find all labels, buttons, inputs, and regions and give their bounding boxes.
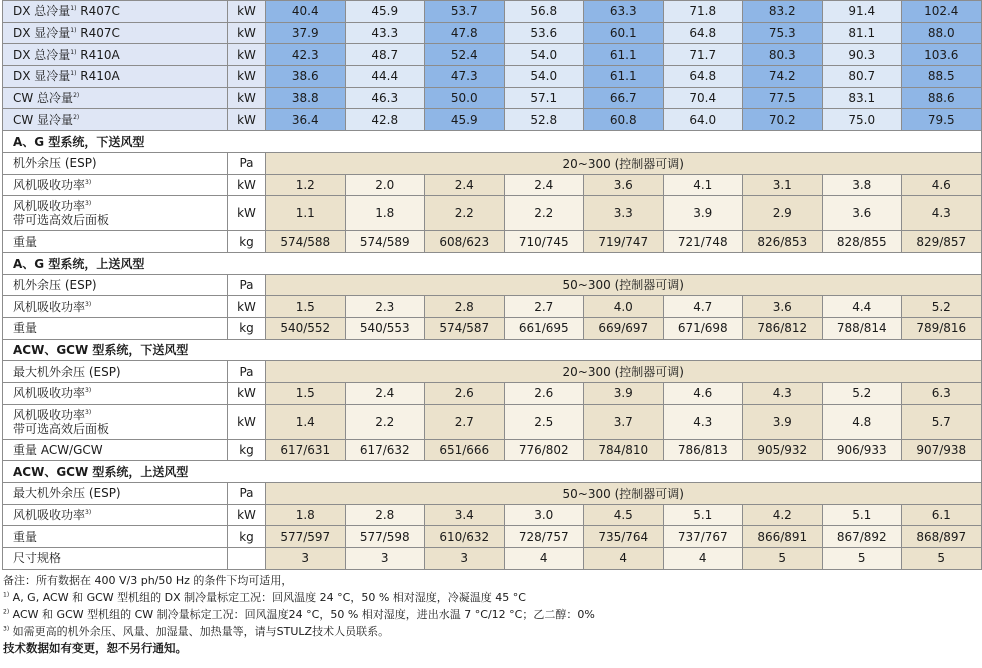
row-label-text: 重量 ACW/GCW: [13, 443, 103, 458]
unit-cell: kg: [228, 231, 266, 253]
row-label: [3, 383, 228, 405]
value-cell: 64.8: [663, 66, 743, 88]
value-cell: 2.7: [504, 296, 584, 318]
value-cell: 2.5: [504, 404, 584, 439]
footnote-mark: 3): [85, 300, 92, 308]
row-label: [3, 87, 228, 109]
footnote-mark: 3): [85, 178, 92, 186]
value-cell: 710/745: [504, 231, 584, 253]
row-label-text: 风机吸收功率: [13, 386, 86, 401]
value-cell: 50.0: [425, 87, 505, 109]
value-cell: 1.8: [345, 196, 425, 231]
unit-cell: kW: [228, 1, 266, 23]
value-cell: 669/697: [584, 317, 664, 339]
footnote-mark: 2): [73, 113, 80, 121]
value-cell: 617/632: [345, 439, 425, 461]
row-label: [3, 361, 228, 383]
value-cell: 574/588: [266, 231, 346, 253]
value-cell: 540/553: [345, 317, 425, 339]
value-cell: 2.7: [425, 404, 505, 439]
value-cell: 5: [822, 548, 902, 570]
value-cell: 48.7: [345, 44, 425, 66]
value-cell: 789/816: [902, 317, 982, 339]
row-label-text: 风机吸收功率: [13, 508, 86, 523]
value-cell: 2.3: [345, 296, 425, 318]
value-cell: 66.7: [584, 87, 664, 109]
value-cell: 828/855: [822, 231, 902, 253]
value-cell: 47.3: [425, 66, 505, 88]
value-cell: 37.9: [266, 22, 346, 44]
table-row: [3, 526, 982, 548]
row-label: [3, 526, 228, 548]
table-row: [3, 483, 982, 505]
value-cell: 80.3: [743, 44, 823, 66]
specification-table: [2, 0, 982, 570]
section-header-row: [3, 339, 982, 361]
footnote-1: $^{1)}$ A, G, ACW 和 GCW 型机组的 DX 制冷量标定工况：回风温度 24 °C，50 % 相对湿度，冷凝温度 45 °C: [3, 591, 526, 604]
value-cell: 2.2: [425, 196, 505, 231]
value-cell: 788/814: [822, 317, 902, 339]
value-cell: 83.1: [822, 87, 902, 109]
unit-cell: kW: [228, 404, 266, 439]
section-header-row: [3, 461, 982, 483]
value-cell: 64.8: [663, 22, 743, 44]
unit-cell: kW: [228, 174, 266, 196]
footnote-3: $^{3)}$ 如需更高的机外余压、风量、加湿量、加热量等，请与STULZ技术人员联系。: [3, 625, 390, 638]
value-cell: 61.1: [584, 44, 664, 66]
value-cell: 617/631: [266, 439, 346, 461]
section-title: A、G 型系统，下送风型: [3, 131, 982, 153]
row-label-text: CW 总冷量: [13, 91, 74, 106]
value-cell: 574/587: [425, 317, 505, 339]
footnote-mark: 1): [70, 5, 77, 13]
unit-cell: Pa: [228, 274, 266, 296]
value-cell: 80.7: [822, 66, 902, 88]
footnote-mark: 1): [70, 27, 77, 35]
value-cell: 70.4: [663, 87, 743, 109]
footnote-mark: 1): [70, 70, 77, 78]
row-label: [3, 109, 228, 131]
value-cell: 3.7: [584, 404, 664, 439]
value-cell: 54.0: [504, 66, 584, 88]
range-cell: 50~300 (控制器可调): [266, 274, 982, 296]
row-label-text: CW 显冷量: [13, 112, 74, 127]
section-title: A、G 型系统，上送风型: [3, 252, 982, 274]
value-cell: 70.2: [743, 109, 823, 131]
value-cell: 45.9: [345, 1, 425, 23]
value-cell: 1.5: [266, 383, 346, 405]
row-label-text: DX 显冷量: [13, 69, 71, 84]
footnote-mark: 2): [73, 92, 80, 100]
value-cell: 88.0: [902, 22, 982, 44]
value-cell: 38.8: [266, 87, 346, 109]
value-cell: 2.9: [743, 196, 823, 231]
value-cell: 1.5: [266, 296, 346, 318]
value-cell: 46.3: [345, 87, 425, 109]
row-label-text: 风机吸收功率: [13, 299, 86, 314]
unit-cell: kW: [228, 196, 266, 231]
value-cell: 4.4: [822, 296, 902, 318]
value-cell: 786/813: [663, 439, 743, 461]
unit-cell: Pa: [228, 361, 266, 383]
refrigerant-label: R407C: [76, 26, 120, 41]
value-cell: 1.1: [266, 196, 346, 231]
row-label: [3, 231, 228, 253]
value-cell: 75.0: [822, 109, 902, 131]
value-cell: 5.2: [822, 383, 902, 405]
value-cell: 5: [902, 548, 982, 570]
value-cell: 83.2: [743, 1, 823, 23]
value-cell: 4.3: [663, 404, 743, 439]
value-cell: 81.1: [822, 22, 902, 44]
unit-cell: kW: [228, 66, 266, 88]
value-cell: 4.6: [663, 383, 743, 405]
value-cell: 3.4: [425, 504, 505, 526]
unit-cell: kW: [228, 504, 266, 526]
value-cell: 826/853: [743, 231, 823, 253]
unit-cell: kg: [228, 526, 266, 548]
value-cell: 40.4: [266, 1, 346, 23]
row-label-text: 风机吸收功率: [13, 199, 86, 214]
value-cell: 57.1: [504, 87, 584, 109]
value-cell: 88.5: [902, 66, 982, 88]
value-cell: 6.1: [902, 504, 982, 526]
footnote-2: $^{2)}$ ACW 和 GCW 型机组的 CW 制冷量标定工况：回风温度24 °C，50 % 相对湿度，进出水温 7 °C/12 °C；乙二醇：0%: [3, 608, 595, 621]
row-label: [3, 152, 228, 174]
row-label: [3, 504, 228, 526]
value-cell: 4.3: [902, 196, 982, 231]
row-label: [3, 44, 228, 66]
table-row: [3, 548, 982, 570]
table-row: [3, 152, 982, 174]
row-label: [3, 483, 228, 505]
value-cell: 4.8: [822, 404, 902, 439]
value-cell: 3.3: [584, 196, 664, 231]
table-row: [3, 504, 982, 526]
value-cell: 866/891: [743, 526, 823, 548]
value-cell: 56.8: [504, 1, 584, 23]
value-cell: 60.8: [584, 109, 664, 131]
value-cell: 4.1: [663, 174, 743, 196]
value-cell: 3: [425, 548, 505, 570]
table-row: [3, 22, 982, 44]
value-cell: 2.6: [425, 383, 505, 405]
row-label: [3, 439, 228, 461]
refrigerant-label: R410A: [76, 69, 120, 84]
table-row: [3, 317, 982, 339]
footnote-mark: 3): [85, 509, 92, 517]
unit-cell: kW: [228, 109, 266, 131]
value-cell: 4.0: [584, 296, 664, 318]
value-cell: 3.0: [504, 504, 584, 526]
value-cell: 2.4: [345, 383, 425, 405]
row-label-text: DX 总冷量: [13, 47, 71, 62]
value-cell: 2.2: [345, 404, 425, 439]
table-row: [3, 196, 982, 231]
row-label-text: 风机吸收功率: [13, 177, 86, 192]
table-row: [3, 439, 982, 461]
value-cell: 63.3: [584, 1, 664, 23]
value-cell: 103.6: [902, 44, 982, 66]
value-cell: 90.3: [822, 44, 902, 66]
row-label-text: 最大机外余压 (ESP): [13, 486, 121, 501]
value-cell: 3: [266, 548, 346, 570]
value-cell: 1.2: [266, 174, 346, 196]
value-cell: 737/767: [663, 526, 743, 548]
row-label-text: 尺寸规格: [13, 551, 62, 566]
table-row: [3, 274, 982, 296]
table-row: [3, 87, 982, 109]
value-cell: 91.4: [822, 1, 902, 23]
row-label-text: DX 显冷量: [13, 26, 71, 41]
value-cell: 71.7: [663, 44, 743, 66]
range-cell: 20~300 (控制器可调): [266, 361, 982, 383]
row-label-text: DX 总冷量: [13, 4, 71, 19]
value-cell: 3.1: [743, 174, 823, 196]
table-row: [3, 44, 982, 66]
value-cell: 4.2: [743, 504, 823, 526]
value-cell: 3.6: [822, 196, 902, 231]
value-cell: 54.0: [504, 44, 584, 66]
section-header-row: [3, 252, 982, 274]
refrigerant-label: R407C: [76, 4, 120, 19]
value-cell: 43.3: [345, 22, 425, 44]
value-cell: 671/698: [663, 317, 743, 339]
row-label: [3, 1, 228, 23]
value-cell: 2.8: [425, 296, 505, 318]
value-cell: 60.1: [584, 22, 664, 44]
value-cell: 4: [584, 548, 664, 570]
value-cell: 64.0: [663, 109, 743, 131]
value-cell: 5.2: [902, 296, 982, 318]
value-cell: 3.8: [822, 174, 902, 196]
section-header-row: [3, 131, 982, 153]
footnote-mark: 3): [85, 408, 92, 416]
value-cell: 784/810: [584, 439, 664, 461]
value-cell: 42.8: [345, 109, 425, 131]
disclaimer: 技术数据如有变更，恕不另行通知。: [3, 641, 187, 655]
value-cell: 5: [743, 548, 823, 570]
range-cell: 50~300 (控制器可调): [266, 483, 982, 505]
unit-cell: kW: [228, 383, 266, 405]
value-cell: 735/764: [584, 526, 664, 548]
value-cell: 4: [663, 548, 743, 570]
row-label-text: 最大机外余压 (ESP): [13, 364, 121, 379]
value-cell: 74.2: [743, 66, 823, 88]
value-cell: 45.9: [425, 109, 505, 131]
unit-cell: kW: [228, 22, 266, 44]
row-label: [3, 317, 228, 339]
value-cell: 4.3: [743, 383, 823, 405]
row-label-text: 重量: [13, 321, 38, 336]
value-cell: 52.8: [504, 109, 584, 131]
value-cell: 79.5: [902, 109, 982, 131]
value-cell: 577/598: [345, 526, 425, 548]
value-cell: 3.9: [743, 404, 823, 439]
unit-cell: kg: [228, 317, 266, 339]
row-label-text: 重量: [13, 529, 38, 544]
value-cell: 4.5: [584, 504, 664, 526]
section-title: ACW、GCW 型系统，下送风型: [3, 339, 982, 361]
value-cell: 2.4: [504, 174, 584, 196]
value-cell: 102.4: [902, 1, 982, 23]
value-cell: 577/597: [266, 526, 346, 548]
value-cell: 540/552: [266, 317, 346, 339]
unit-cell: kW: [228, 87, 266, 109]
value-cell: 3.6: [743, 296, 823, 318]
value-cell: 38.6: [266, 66, 346, 88]
row-label: [3, 548, 228, 570]
value-cell: 61.1: [584, 66, 664, 88]
value-cell: 3.9: [663, 196, 743, 231]
value-cell: 6.3: [902, 383, 982, 405]
row-label-line2: 带可选高效后面板: [13, 421, 110, 436]
value-cell: 2.0: [345, 174, 425, 196]
unit-cell: kg: [228, 439, 266, 461]
row-label: [3, 196, 228, 231]
value-cell: 4.7: [663, 296, 743, 318]
row-label-line2: 带可选高效后面板: [13, 213, 110, 228]
table-row: [3, 383, 982, 405]
row-label-text: 机外余压 (ESP): [13, 156, 97, 171]
value-cell: 3: [345, 548, 425, 570]
unit-cell: [228, 548, 266, 570]
row-label: [3, 174, 228, 196]
value-cell: 719/747: [584, 231, 664, 253]
footnote-mark: 3): [85, 200, 92, 208]
value-cell: 1.4: [266, 404, 346, 439]
table-row: [3, 109, 982, 131]
table-row: [3, 404, 982, 439]
footnote-mark: 1): [70, 48, 77, 56]
footnote-mark: 3): [85, 387, 92, 395]
row-label-text: 风机吸收功率: [13, 407, 86, 422]
value-cell: 5.1: [663, 504, 743, 526]
value-cell: 610/632: [425, 526, 505, 548]
value-cell: 906/933: [822, 439, 902, 461]
value-cell: 77.5: [743, 87, 823, 109]
value-cell: 88.6: [902, 87, 982, 109]
remark-note: 备注：所有数据在 400 V/3 ph/50 Hz 的条件下均可适用，: [3, 574, 293, 587]
row-label-text: 机外余压 (ESP): [13, 277, 97, 292]
value-cell: 36.4: [266, 109, 346, 131]
value-cell: 608/623: [425, 231, 505, 253]
footnotes: [3, 572, 595, 657]
value-cell: 71.8: [663, 1, 743, 23]
value-cell: 3.9: [584, 383, 664, 405]
row-label: [3, 274, 228, 296]
table-row: [3, 361, 982, 383]
value-cell: 728/757: [504, 526, 584, 548]
value-cell: 47.8: [425, 22, 505, 44]
row-label: [3, 66, 228, 88]
table-row: [3, 174, 982, 196]
value-cell: 2.6: [504, 383, 584, 405]
unit-cell: kW: [228, 296, 266, 318]
value-cell: 574/589: [345, 231, 425, 253]
value-cell: 2.4: [425, 174, 505, 196]
table-row: [3, 231, 982, 253]
value-cell: 53.7: [425, 1, 505, 23]
row-label: [3, 22, 228, 44]
value-cell: 5.1: [822, 504, 902, 526]
refrigerant-label: R410A: [76, 47, 120, 62]
row-label-text: 重量: [13, 234, 38, 249]
value-cell: 867/892: [822, 526, 902, 548]
range-cell: 20~300 (控制器可调): [266, 152, 982, 174]
row-label: [3, 404, 228, 439]
value-cell: 1.8: [266, 504, 346, 526]
value-cell: 829/857: [902, 231, 982, 253]
section-title: ACW、GCW 型系统，上送风型: [3, 461, 982, 483]
value-cell: 4: [504, 548, 584, 570]
unit-cell: Pa: [228, 152, 266, 174]
value-cell: 786/812: [743, 317, 823, 339]
value-cell: 907/938: [902, 439, 982, 461]
table-row: [3, 66, 982, 88]
value-cell: 661/695: [504, 317, 584, 339]
value-cell: 776/802: [504, 439, 584, 461]
value-cell: 2.8: [345, 504, 425, 526]
value-cell: 721/748: [663, 231, 743, 253]
table-row: [3, 296, 982, 318]
value-cell: 44.4: [345, 66, 425, 88]
value-cell: 2.2: [504, 196, 584, 231]
value-cell: 905/932: [743, 439, 823, 461]
value-cell: 42.3: [266, 44, 346, 66]
value-cell: 3.6: [584, 174, 664, 196]
value-cell: 4.6: [902, 174, 982, 196]
table-row: [3, 1, 982, 23]
unit-cell: kW: [228, 44, 266, 66]
value-cell: 75.3: [743, 22, 823, 44]
unit-cell: Pa: [228, 483, 266, 505]
value-cell: 651/666: [425, 439, 505, 461]
value-cell: 53.6: [504, 22, 584, 44]
row-label: [3, 296, 228, 318]
value-cell: 5.7: [902, 404, 982, 439]
value-cell: 52.4: [425, 44, 505, 66]
value-cell: 868/897: [902, 526, 982, 548]
